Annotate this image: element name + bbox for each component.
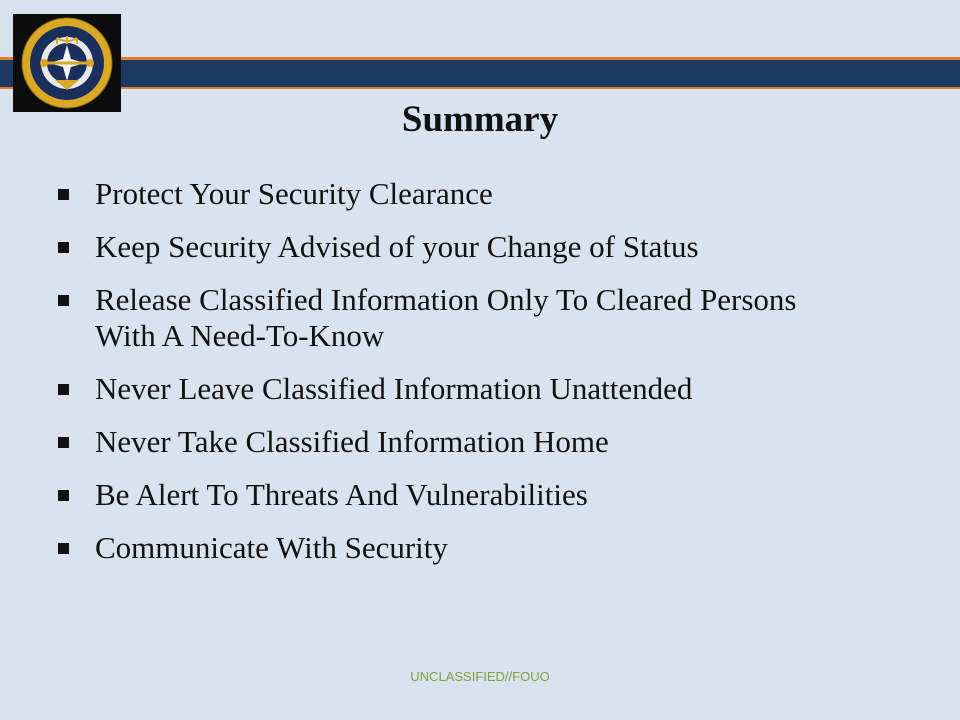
square-bullet-icon [58,437,69,448]
bullet-item [58,176,918,212]
bullet-text: Never Take Classified Information Home [95,424,609,459]
bullet-text: Communicate With Security [95,530,448,565]
square-bullet-icon [58,242,69,253]
square-bullet-icon [58,490,69,501]
bullet-text: Release Classified Information Only To Cleared Persons With A Need-To-Know [95,282,797,353]
bullet-item [58,424,918,460]
bullet-item [58,371,918,407]
square-bullet-icon [58,384,69,395]
square-bullet-icon [58,543,69,554]
bullet-item [58,229,918,265]
bullet-text: Protect Your Security Clearance [95,176,493,211]
bullet-text: Never Leave Classified Information Unattended [95,371,693,406]
summary-bullet-list [58,176,918,583]
classification-marking: UNCLASSIFIED//FOUO [410,669,550,684]
square-bullet-icon [58,295,69,306]
bullet-item [58,530,918,566]
slide-title: Summary [401,99,559,140]
bullet-text: Be Alert To Threats And Vulnerabilities [95,477,588,512]
square-bullet-icon [58,189,69,200]
header-banner [0,57,960,89]
bullet-item [58,477,918,513]
bullet-item [58,282,855,354]
bullet-text: Keep Security Advised of your Change of Status [95,229,699,264]
